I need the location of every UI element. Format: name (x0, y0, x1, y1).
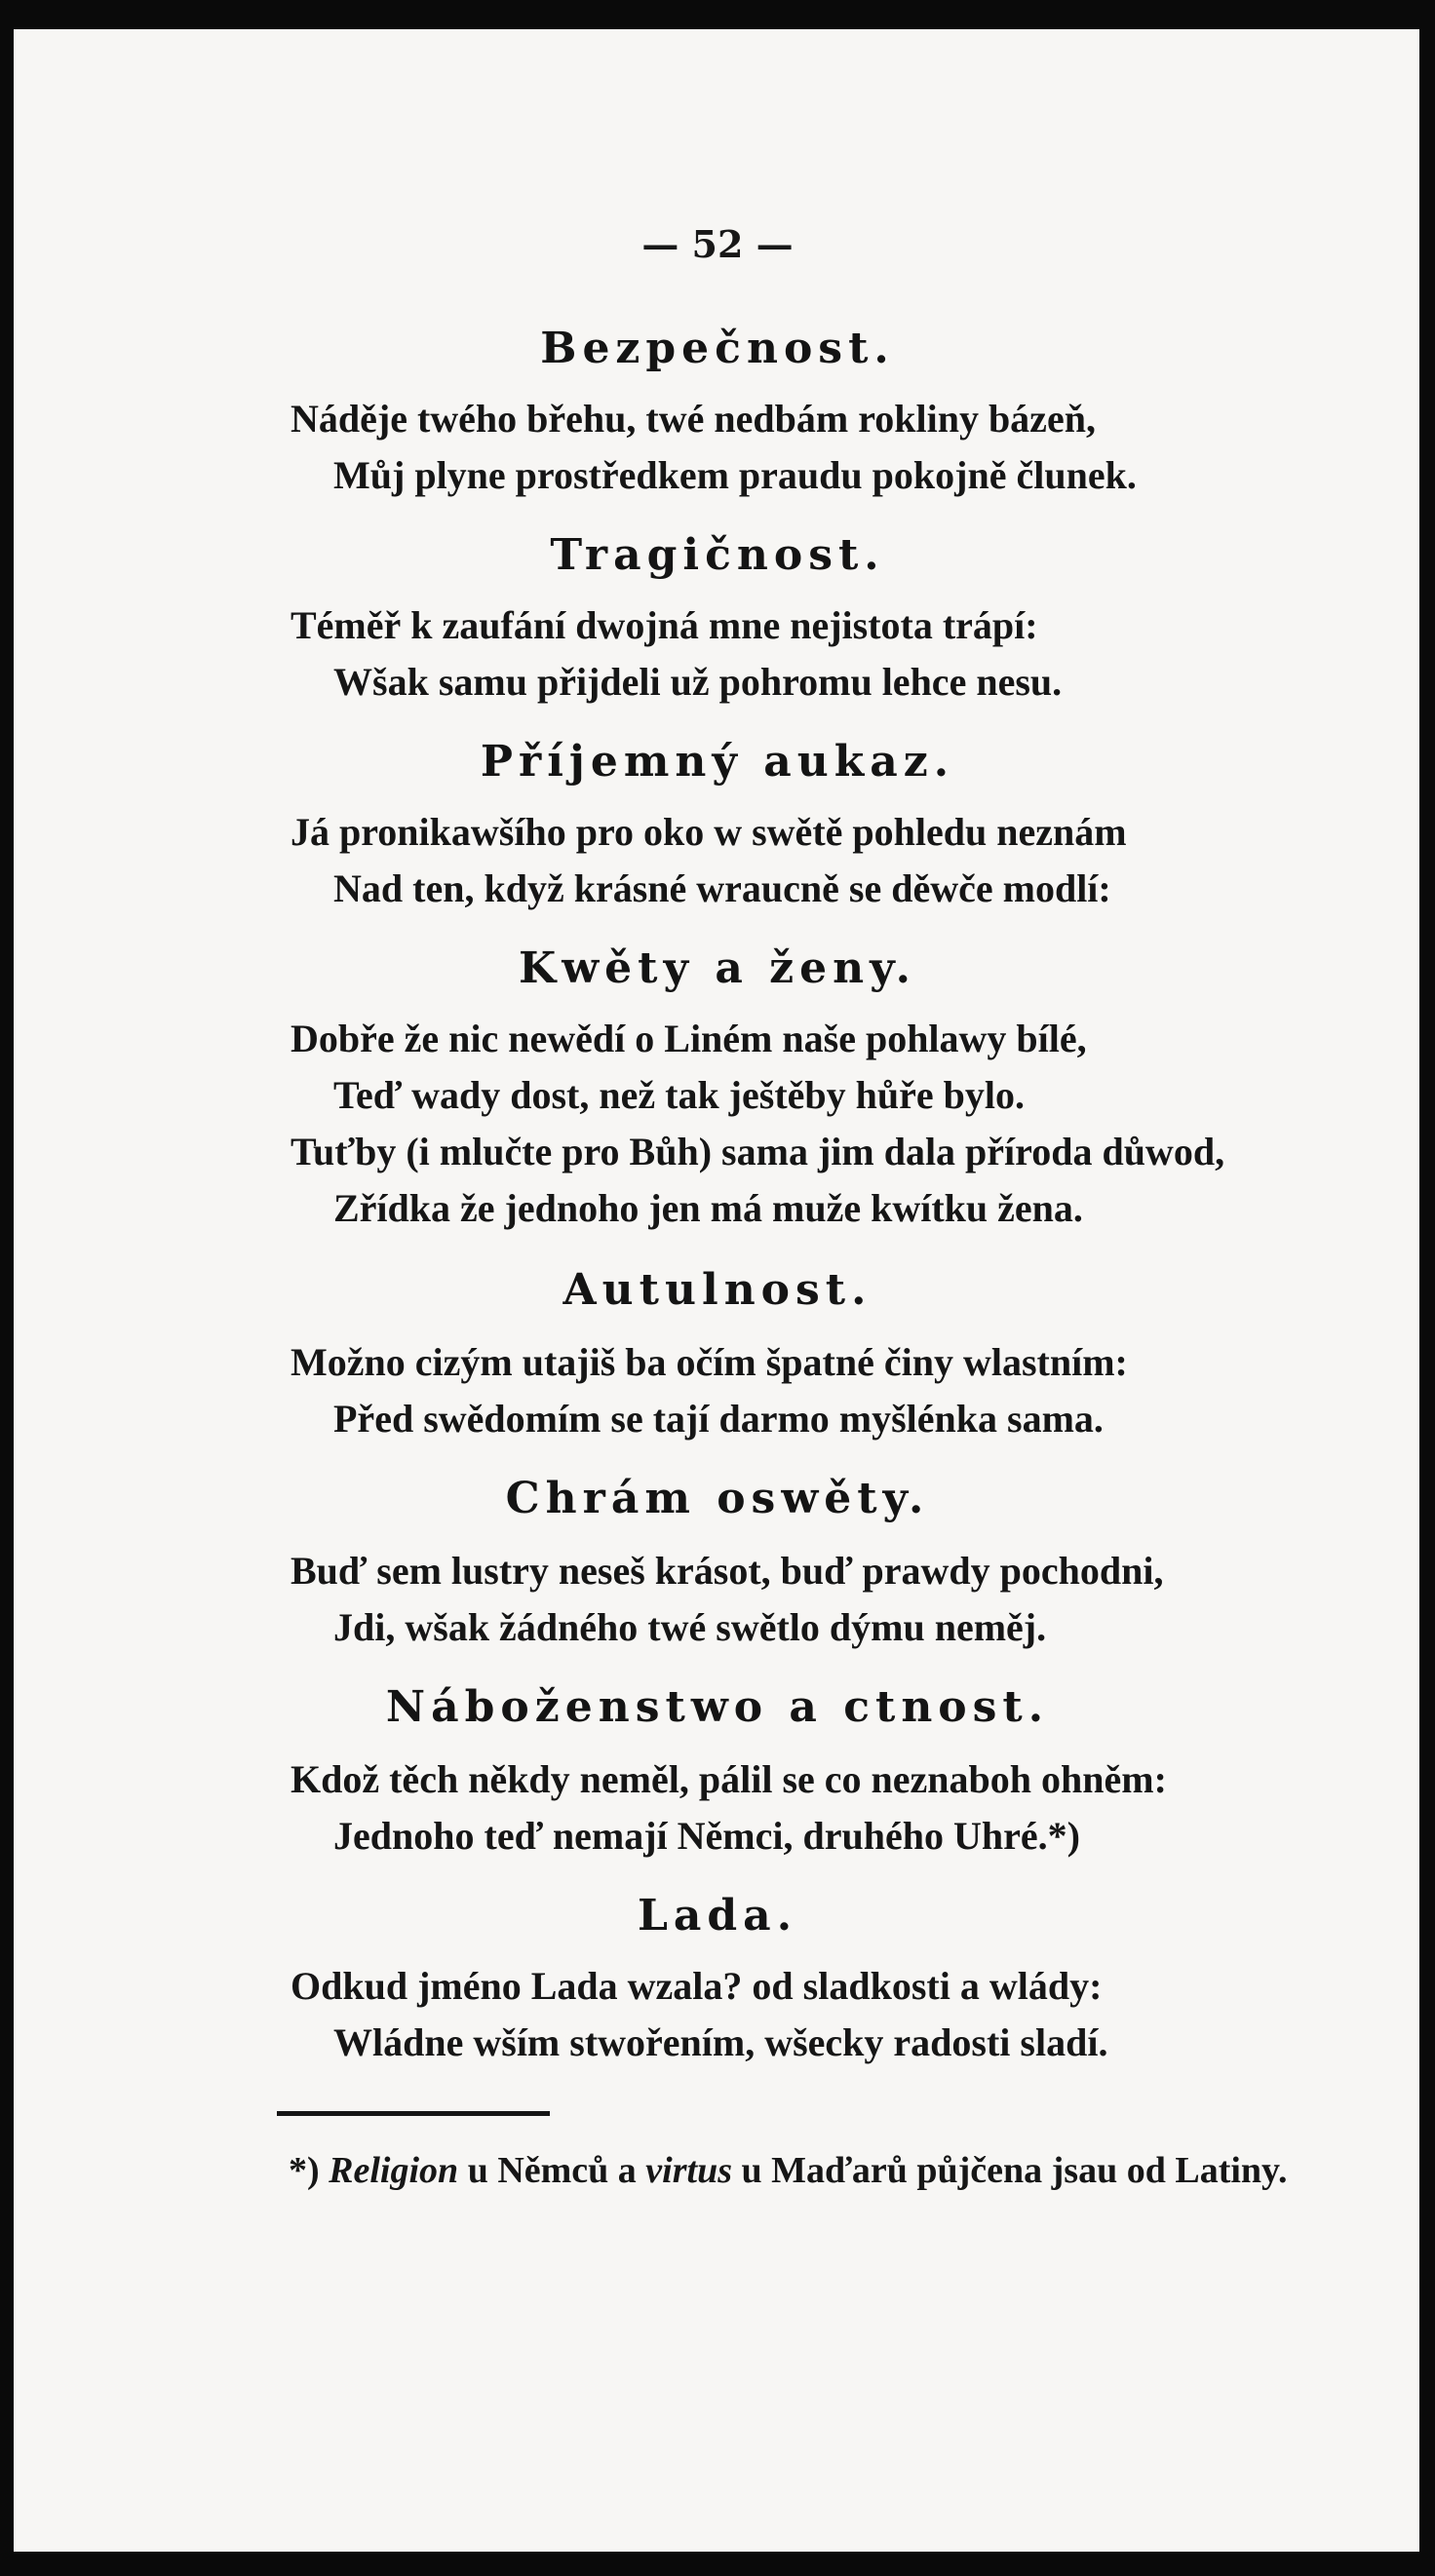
verse-line: Wšak samu přijdeli už pohromu lehce nesu. (333, 660, 1063, 704)
verse-line: Buď sem lustry neseš krásot, buď prawdy pochodni, (291, 1549, 1164, 1593)
section-heading: Lada. (637, 1891, 798, 1941)
page-number: — 52 — (641, 222, 794, 266)
verse-line: Můj plyne prostředkem praudu pokojně člunek. (333, 453, 1137, 497)
verse-line: Wládne wším stwořením, wšecky radosti sladí. (333, 2020, 1108, 2064)
verse-line: Jdi, wšak žádného twé swětlo dýmu neměj. (333, 1605, 1047, 1649)
verse-line: Já pronikawšího pro oko w swětě pohledu neznám (291, 810, 1127, 854)
section-heading: Bezpečnost. (540, 324, 895, 373)
footnote (289, 2152, 1287, 2189)
footnote-mark: *) (289, 2150, 320, 2191)
verse-line: Odkud jméno Lada wzala? od sladkosti a wlády: (291, 1964, 1103, 2008)
verse-line: Kdož těch někdy neměl, pálil se co neznaboh ohněm: (291, 1757, 1167, 1801)
verse-line: Náděje twého břehu, twé nedbám rokliny bázeň, (291, 397, 1096, 441)
footnote-word-virtus: virtus (645, 2150, 732, 2191)
verse-line: Tuťby (i mlučte pro Bůh) sama jim dala příroda důwod, (291, 1130, 1225, 1173)
section-heading: Tragičnost. (550, 530, 885, 580)
verse-line: Téměř k zaufání dwojná mne nejistota trápí: (291, 603, 1038, 647)
section-heading: Příjemný aukaz. (480, 737, 955, 787)
verse-line: Dobře že nic newědí o Liném naše pohlawy bílé, (291, 1017, 1087, 1060)
section-heading: Náboženstwo a ctnost. (385, 1682, 1050, 1732)
verse-line: Před swědomím se tají darmo myšlénka sama. (333, 1397, 1104, 1441)
footnote-word-religion: Religion (329, 2150, 459, 2191)
footnote-text: u Maďarů půjčena jsau od Latiny. (732, 2150, 1288, 2191)
verse-line: Zřídka že jednoho jen má muže kwítku žena. (333, 1186, 1083, 1230)
section-heading: Kwěty a ženy. (519, 943, 916, 993)
verse-line: Teď wady dost, než tak ještěby hůře bylo. (333, 1073, 1026, 1117)
verse-line: Jednoho teď nemají Němci, druhého Uhré.*) (333, 1814, 1080, 1858)
footnote-text: u Němců a (458, 2150, 646, 2191)
verse-line: Možno cizým utajiš ba očím špatné činy wlastním: (291, 1340, 1128, 1384)
section-heading: Autulnost. (562, 1265, 873, 1315)
section-heading: Chrám oswěty. (505, 1474, 930, 1523)
verse-line: Nad ten, když krásné wraucně se děwče modlí: (333, 866, 1111, 910)
footnote-rule (277, 2111, 550, 2116)
